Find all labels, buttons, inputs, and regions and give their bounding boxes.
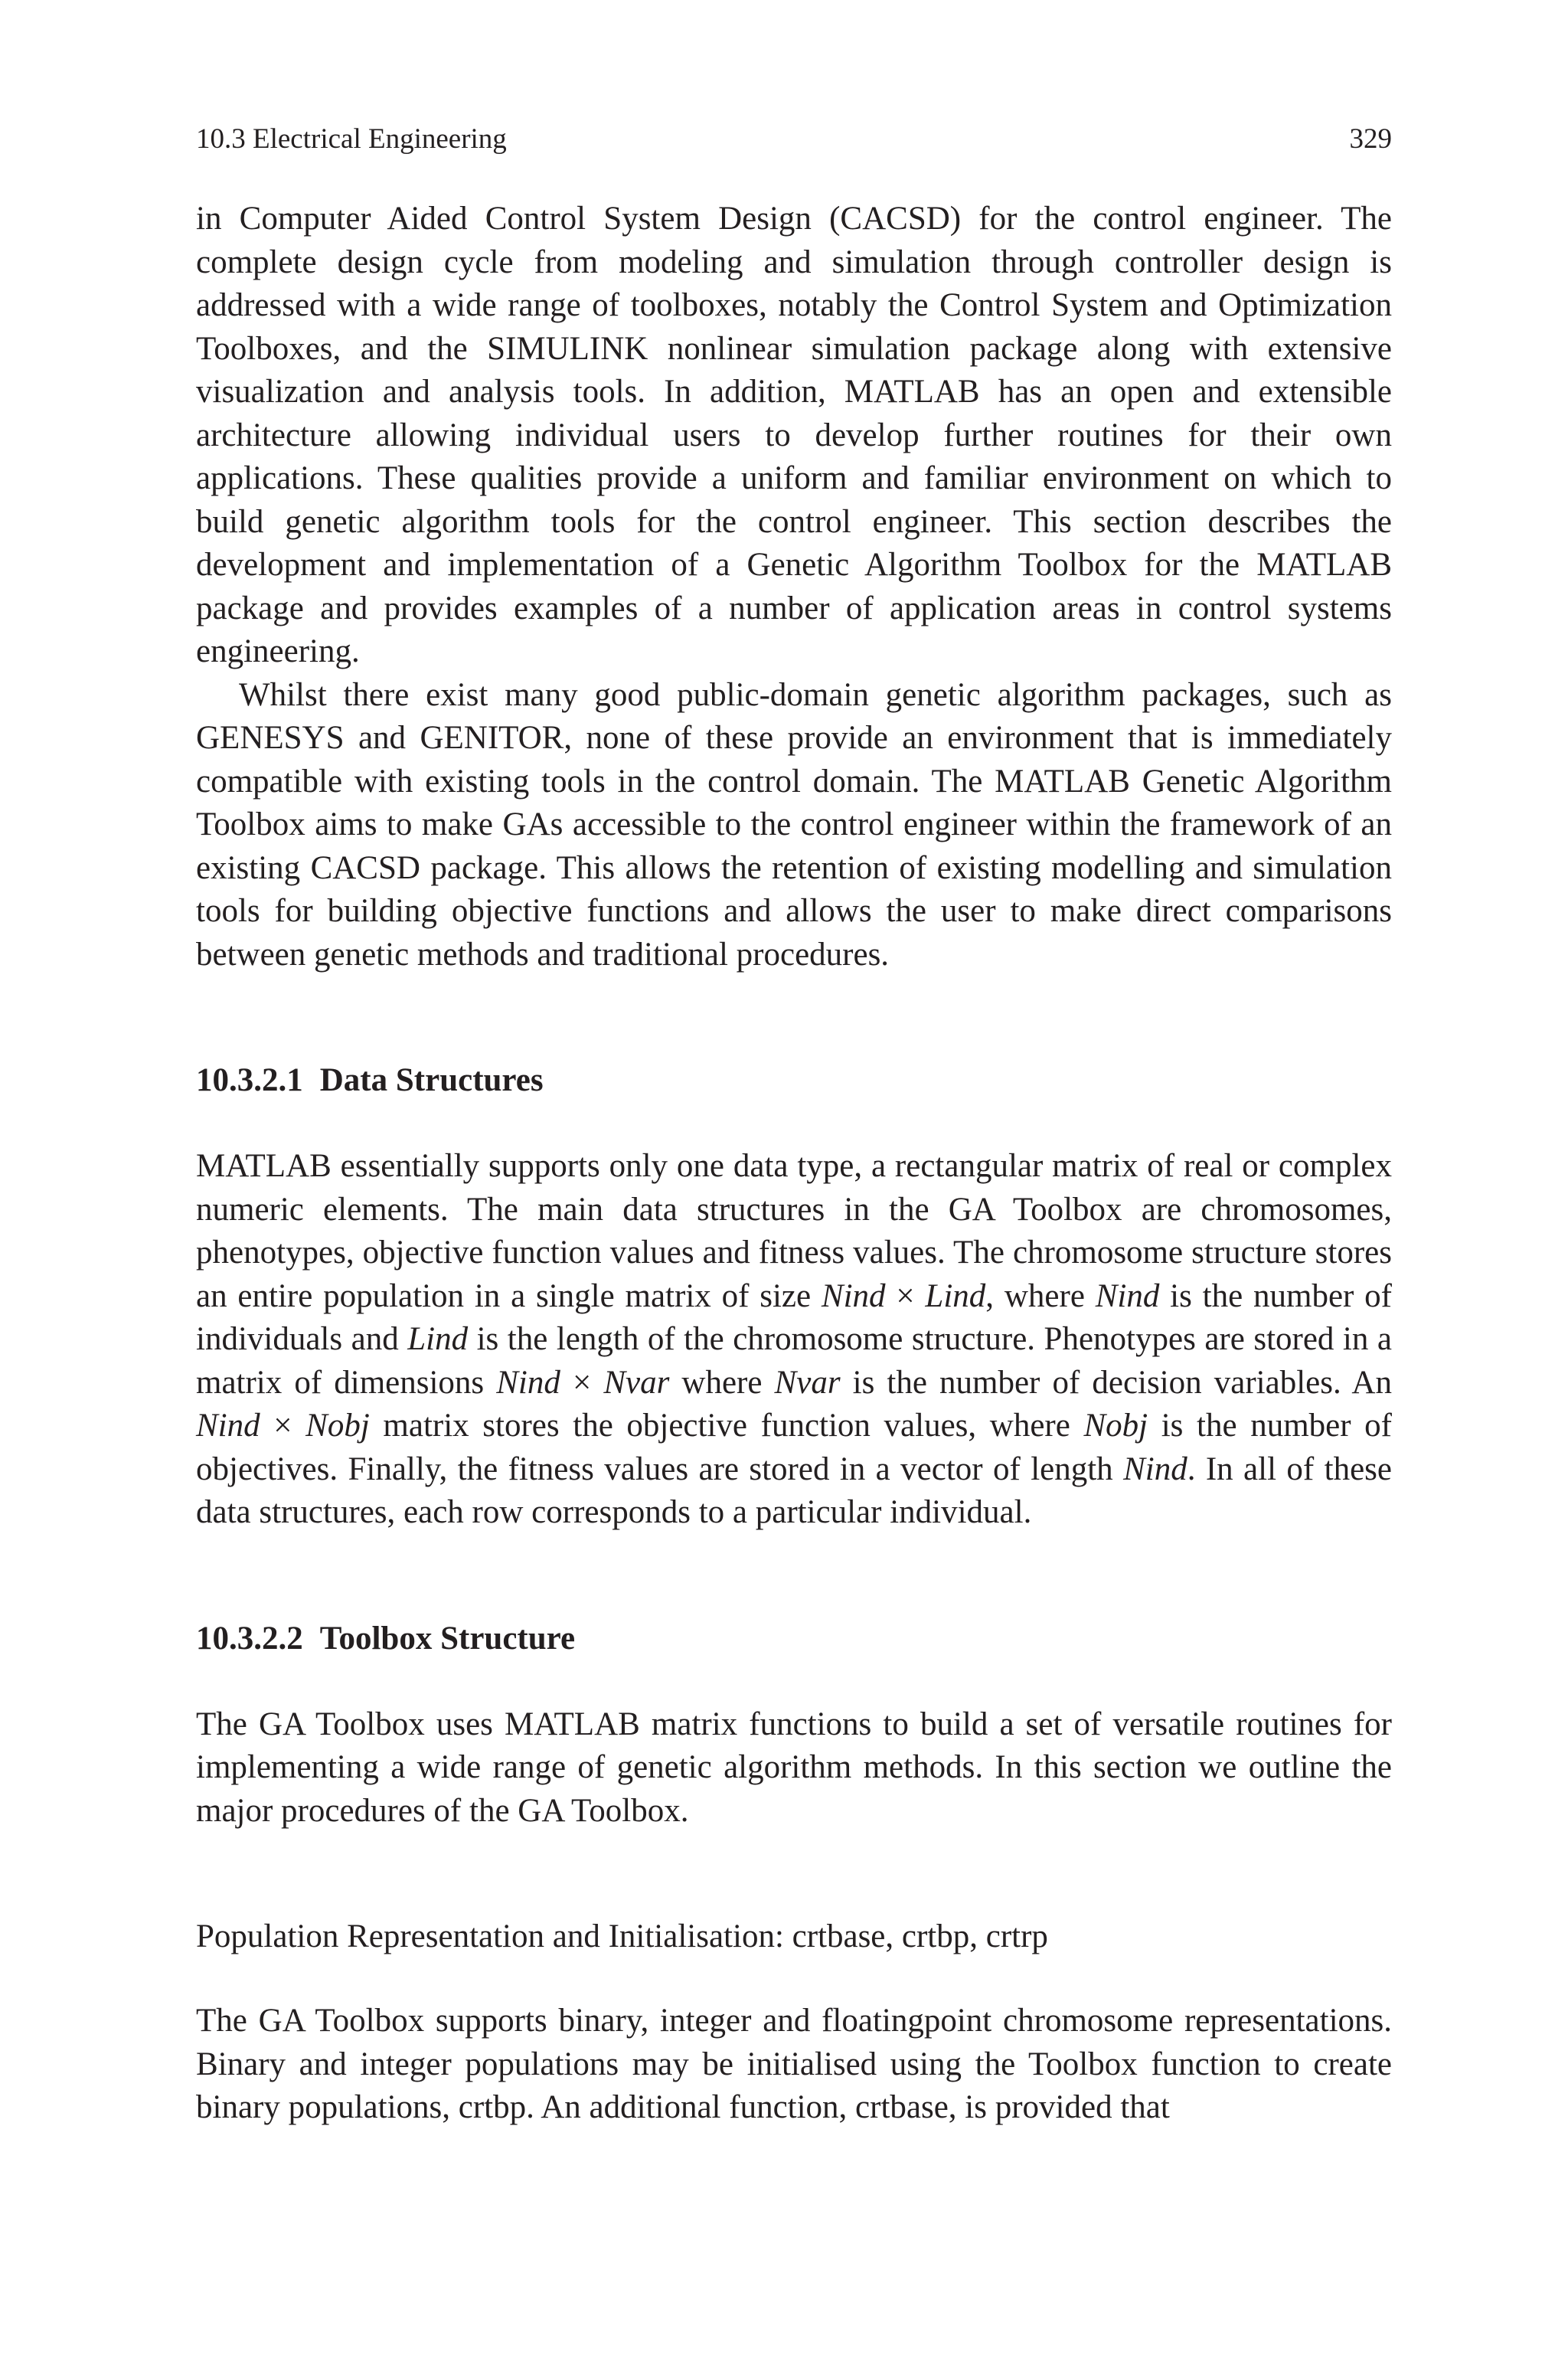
page-number: 329 [1349,123,1392,155]
section-heading-toolbox-structure [196,1617,1392,1660]
section-number: 10.3.2.2 [196,1620,303,1657]
paragraph-public-domain-packages: Whilst there exist many good public-domain genetic algorithm packages, such as GENESYS and GENITOR, none of these provide an environment that is immediately compatible with existing tools in the control domain. The MATLAB Genetic Algorithm Toolbox aims to make GAs accessible to the control engineer within the framework of an existing CACSD package. This allows the retention of existing modelling and simulation tools for building objective functions and allows the user to make direct comparisons between genetic methods and traditional procedures. [196,676,1392,973]
paragraph-toolbox-structure: The GA Toolbox uses MATLAB matrix functions to build a set of versatile routines for implementing a wide range of genetic algorithm methods. In this section we outline the major procedures of the GA Toolbox. [196,1706,1392,1829]
running-head [196,123,1392,156]
paragraph-data-structures: MATLAB essentially supports only one data type, a rectangular matrix of real or complex numeric elements. The main data structures in the GA Toolbox are chromosomes, phenotypes, objective function values and fitness values. The chromosome structure stores an entire population in a single matrix of size Nind × Lind, where Nind is the number of individuals and Lind is the length of the chromosome structure. Phenotypes are stored in a matrix of dimensions Nind × Nvar where Nvar is the number of decision variables. An Nind × Nobj matrix stores the objective function values, where Nobj is the number of objectives. Finally, the fitness values are stored in a vector of length Nind. In all of these data structures, each row corresponds to a particular individual. [196,1148,1392,1530]
section-title: Toolbox Structure [319,1620,576,1657]
page [196,123,1392,2130]
paragraph-cacsd: in Computer Aided Control System Design (CACSD) for the control engineer. The complete design cycle from modeling and simulation through controller design is addressed with a wide range of toolboxes, notably the Control System and Optimization Toolboxes, and the SIMULINK nonlinear simulation package along with extensive visualization and analysis tools. In addition, MATLAB has an open and extensible architecture allowing individual users to develop further routines for their own applications. These qualities provide a uniform and familiar environment on which to build genetic algorithm tools for the control engineer. This section describes the development and implementation of a Genetic Algorithm Toolbox for the MATLAB package and provides examples of a number of application areas in control systems engineering. [196,201,1392,669]
subheading-population-representation: Population Representation and Initialisation: crtbase, crtbp, crtrp [196,1918,1048,1954]
section-heading-data-structures [196,1059,1392,1102]
section-number: 10.3.2.1 [196,1062,303,1098]
section-title: Data Structures [319,1062,544,1098]
paragraph-population-representation: The GA Toolbox supports binary, integer and floatingpoint chromosome representations. Binary and integer populations may be initialised using the Toolbox function to create binary populations, crtbp. An additional function, crtbase, is provided that [196,2003,1392,2125]
running-head-section: 10.3 Electrical Engineering [196,123,507,155]
